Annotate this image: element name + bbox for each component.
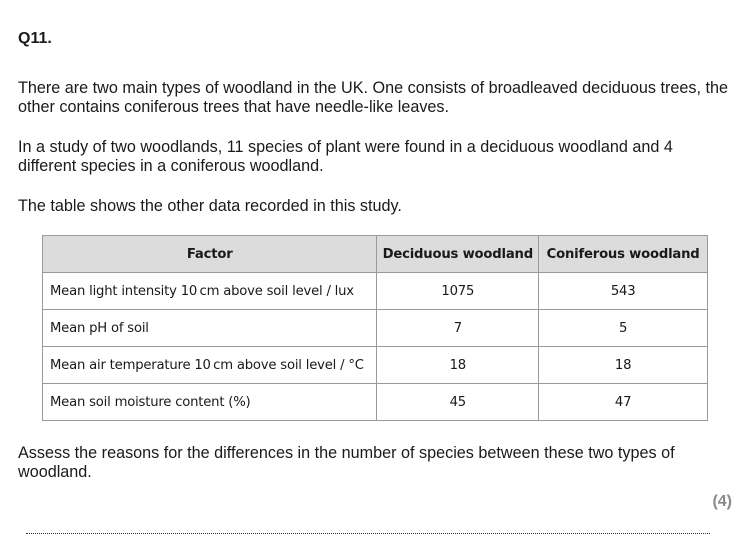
header-coniferous: Coniferous woodland bbox=[539, 236, 708, 273]
table-row bbox=[43, 384, 708, 421]
deciduous-value: 7 bbox=[377, 310, 539, 347]
deciduous-value: 18 bbox=[377, 347, 539, 384]
question-prompt: Assess the reasons for the differences in the number of species between these two types of woodland. bbox=[18, 444, 675, 481]
table-row bbox=[43, 347, 708, 384]
coniferous-value: 47 bbox=[539, 384, 708, 421]
header-deciduous: Deciduous woodland bbox=[377, 236, 539, 273]
table-row bbox=[43, 273, 708, 310]
table-header-row bbox=[43, 236, 708, 273]
coniferous-value: 18 bbox=[539, 347, 708, 384]
table-intro-paragraph: The table shows the other data recorded in this study. bbox=[18, 197, 402, 215]
factor-cell: Mean soil moisture content (%) bbox=[43, 384, 377, 421]
factor-cell: Mean light intensity 10 cm above soil level / lux bbox=[43, 273, 377, 310]
deciduous-value: 45 bbox=[377, 384, 539, 421]
data-table bbox=[42, 235, 708, 421]
deciduous-value: 1075 bbox=[377, 273, 539, 310]
factor-cell: Mean pH of soil bbox=[43, 310, 377, 347]
table-row bbox=[43, 310, 708, 347]
coniferous-value: 5 bbox=[539, 310, 708, 347]
coniferous-value: 543 bbox=[539, 273, 708, 310]
answer-line[interactable] bbox=[26, 533, 710, 534]
study-paragraph: In a study of two woodlands, 11 species of plant were found in a deciduous woodland and 4 different species in a coniferous woodland. bbox=[18, 138, 673, 175]
factor-cell: Mean air temperature 10 cm above soil level / °C bbox=[43, 347, 377, 384]
marks-label: (4) bbox=[712, 493, 732, 510]
intro-paragraph: There are two main types of woodland in the UK. One consists of broadleaved deciduous trees, the other contains coniferous trees that have needle-like leaves. bbox=[18, 79, 728, 116]
header-factor: Factor bbox=[43, 236, 377, 273]
question-number: Q11. bbox=[18, 30, 52, 47]
